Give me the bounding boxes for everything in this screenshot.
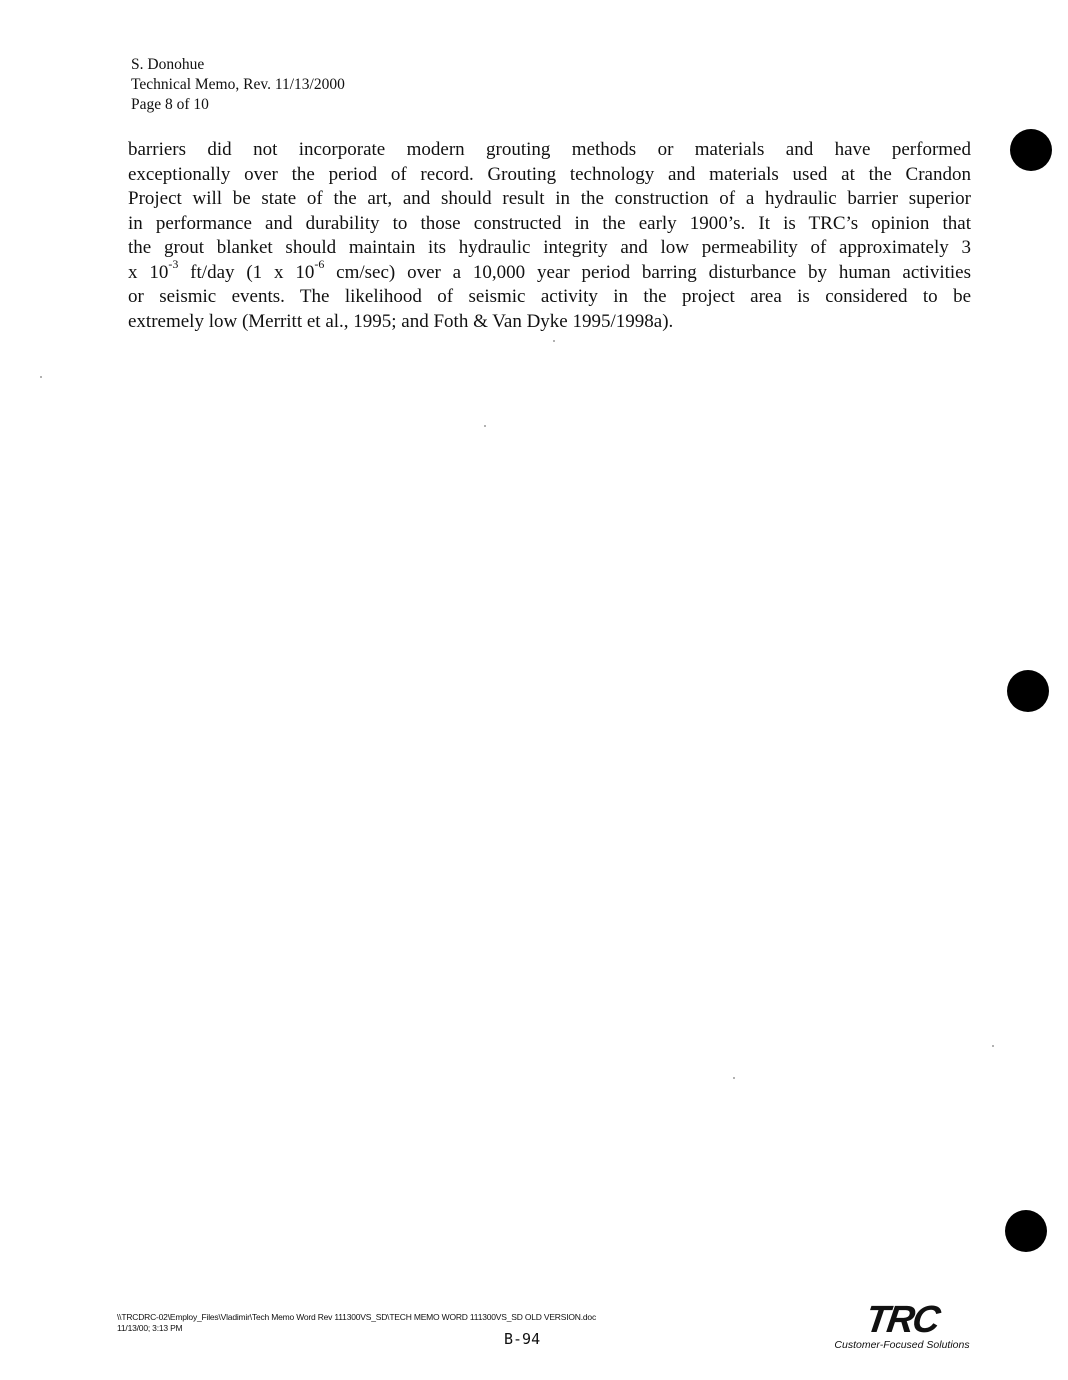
body-fragment: x 10 [128,261,169,283]
page-number: B-94 [504,1330,541,1348]
logo-mark: TRC [862,1299,941,1341]
body-line-with-exponents [128,257,971,286]
file-timestamp: 11/13/00; 3:13 PM [117,1323,183,1333]
scan-speck [992,1045,994,1047]
body-line: in performance and durability to those constructed in the early 1900’s. It is TRC’s opinion that [128,212,971,234]
scan-speck [553,340,555,342]
body-line: Project will be state of the art, and should result in the construction of a hydraulic barrier superior [128,188,971,209]
punch-hole-top [1010,129,1052,171]
author-name: S. Donohue [131,56,205,73]
body-line: or seismic events. The likelihood of seismic activity in the project area is considered to be [128,286,971,307]
body-line: barriers did not incorporate modern grouting methods or materials and have performed [128,139,971,160]
body-line: the grout blanket should maintain its hydraulic integrity and low permeability of approximately 3 [128,237,971,258]
file-path: \\TRCDRC-02\Employ_Files\Vladimir\Tech Memo Word Rev 111300VS_SD\TECH MEMO WORD 111300VS_SD OLD VERSION.doc [117,1312,596,1322]
page-label: Page 8 of 10 [131,96,209,113]
body-line: exceptionally over the period of record. Grouting technology and materials used at the Crandon [128,163,971,185]
body-fragment: cm/sec) over a 10,000 year period barring disturbance by human activities [324,261,971,283]
body-fragment: ft/day (1 x 10 [178,261,315,283]
scan-speck [484,425,486,427]
exponent: -6 [314,257,325,272]
punch-hole-middle [1007,670,1049,712]
scan-speck [733,1077,735,1079]
memo-header [131,55,345,115]
punch-hole-bottom [1005,1210,1047,1252]
scan-speck [40,376,42,378]
body-line: extremely low (Merritt et al., 1995; and Foth & Van Dyke 1995/1998a). [128,310,674,332]
memo-title: Technical Memo, Rev. 11/13/2000 [131,76,345,93]
body-paragraph [128,138,971,334]
logo-tagline: Customer-Focused Solutions [834,1339,970,1351]
trc-logo [832,1299,972,1351]
exponent: -3 [168,257,179,272]
